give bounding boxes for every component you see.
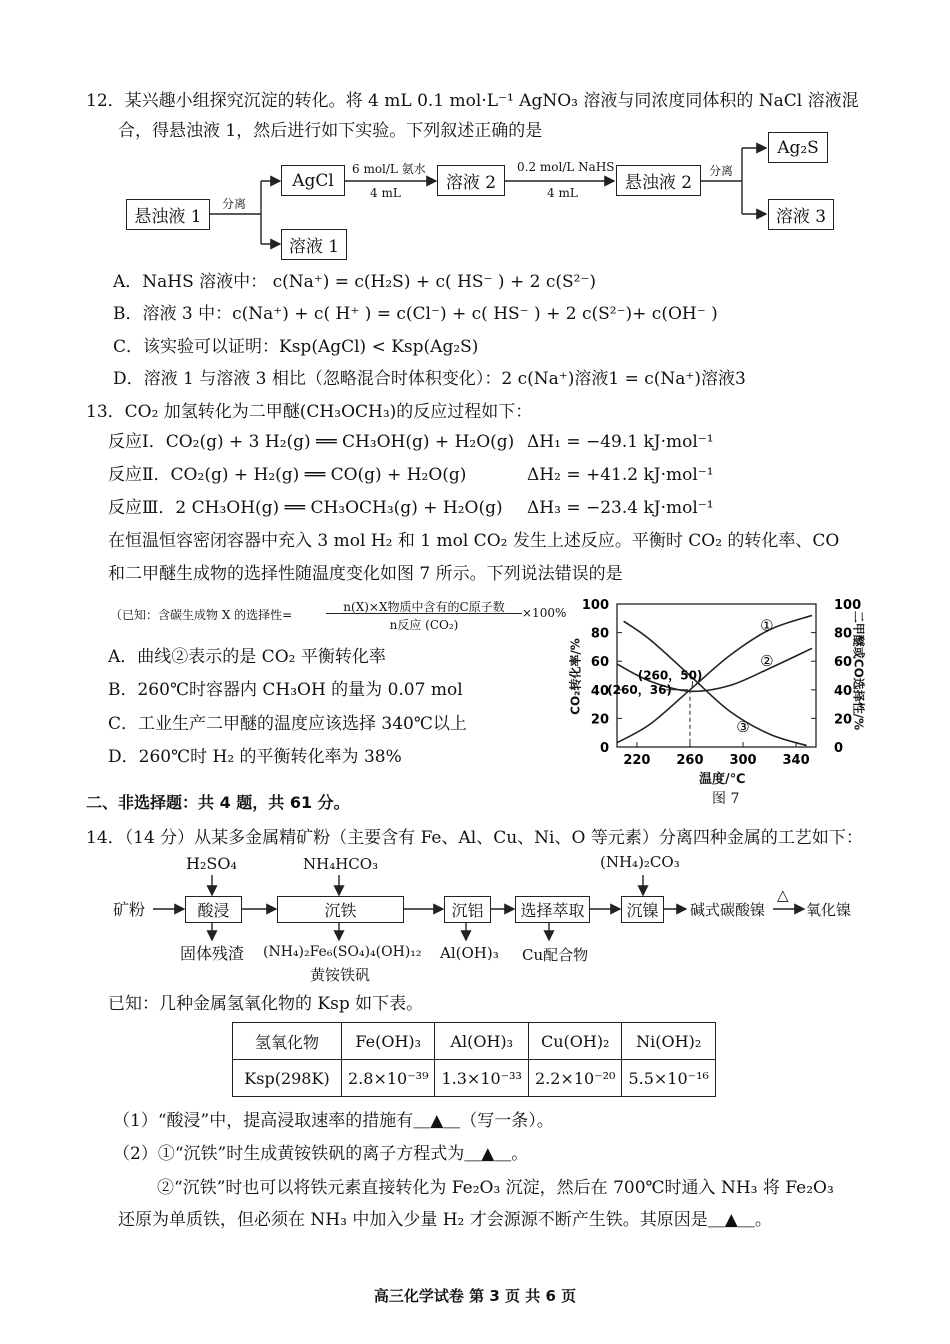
annotation-260-36: (260，36) bbox=[607, 682, 672, 697]
table-row bbox=[233, 1060, 716, 1097]
flow-jarosite-name: 黄铵铁矾 bbox=[310, 966, 371, 984]
flow-suspension1: 悬浊液 1 bbox=[126, 199, 210, 230]
q12-option-a: A．NaHS 溶液中： c(Na⁺) = c(H₂S) + c( HS⁻ ) + 2 c(S²⁻) bbox=[113, 272, 597, 292]
flow-solid-residue: 固体残渣 bbox=[180, 944, 245, 963]
q13-reaction1: 反应Ⅰ．CO₂(g) + 3 H₂(g) ══ CH₃OH(g) + H₂O(g) bbox=[108, 432, 515, 452]
q13-note-suffix: ×100% bbox=[522, 606, 567, 620]
flow-iron-precipitation: 沉铁 bbox=[277, 896, 404, 923]
flow-h2so4: H₂SO₄ bbox=[186, 854, 237, 873]
q13-reaction2-dh: ΔH₂ = +41.2 kJ·mol⁻¹ bbox=[527, 465, 714, 485]
annotation-260-50: (260，50) bbox=[637, 668, 703, 683]
q12-stem-line1: 12．某兴趣小组探究沉淀的转化。将 4 mL 0.1 mol·L⁻¹ AgNO₃ 溶液与同浓度同体积的 NaCl 溶液混 bbox=[86, 91, 859, 111]
flow-heat-symbol: △ bbox=[777, 886, 789, 904]
series-label-3: ③ bbox=[736, 717, 750, 736]
series-label-2: ② bbox=[760, 652, 774, 671]
q13-note-numerator: n(X)×X物质中含有的C原子数 bbox=[343, 600, 505, 614]
q12-option-d: D．溶液 1 与溶液 3 相比（忽略混合时体积变化）：2 c(Na⁺)溶液1 = c(Na⁺)溶液3 bbox=[113, 369, 746, 389]
flow-ore-powder: 矿粉 bbox=[113, 900, 146, 919]
x-tick-label: 220 bbox=[623, 753, 651, 768]
q14-sub2a: （2）①“沉铁”时生成黄铵铁矾的离子方程式为＿▲＿。 bbox=[113, 1144, 529, 1164]
y-tick-label-right: 20 bbox=[834, 712, 853, 728]
y-tick-label-left: 100 bbox=[581, 598, 609, 613]
flow-agcl: AgCl bbox=[281, 165, 345, 196]
table-header-cell: Al(OH)₃ bbox=[435, 1023, 528, 1060]
q12-stem-line2: 合，得悬浊液 1，然后进行如下实验。下列叙述正确的是 bbox=[118, 121, 543, 141]
x-tick-label: 300 bbox=[729, 753, 757, 768]
table-cell: 2.2×10⁻²⁰ bbox=[528, 1060, 621, 1097]
q13-desc-line2: 和二甲醚生成物的选择性随温度变化如图 7 所示。下列说法错误的是 bbox=[108, 564, 623, 584]
q12-option-c: C．该实验可以证明：Ksp(AgCl) < Ksp(Ag₂S) bbox=[113, 337, 479, 357]
flow-reagent1-top: 6 mol/L 氨水 bbox=[352, 162, 426, 176]
table-header-cell: 氢氧化物 bbox=[233, 1023, 342, 1060]
table-cell: Ksp(298K) bbox=[233, 1060, 342, 1097]
q13-option-c: C．工业生产二甲醚的温度应该选择 340℃以上 bbox=[108, 714, 467, 734]
flow-separate-label-2: 分离 bbox=[709, 164, 734, 178]
q13-reaction3-dh: ΔH₃ = −23.4 kJ·mol⁻¹ bbox=[527, 498, 714, 518]
y-tick-label-right: 40 bbox=[834, 683, 853, 699]
section2-heading: 二、非选择题：共 4 题，共 61 分。 bbox=[86, 793, 350, 812]
flow-jarosite-formula: (NH₄)₂Fe₆(SO₄)₄(OH)₁₂ bbox=[263, 944, 422, 960]
q14-stem: 14．（14 分）从某多金属精矿粉（主要含有 Fe、Al、Cu、Ni、O 等元素）分离四种金属的工艺如下： bbox=[86, 828, 863, 848]
flow-basic-nickel-carbonate: 碱式碳酸镍 bbox=[690, 901, 766, 919]
flow-suspension2: 悬浊液 2 bbox=[616, 165, 701, 196]
q14-sub1: （1）“酸浸”中，提高浸取速率的措施有＿▲＿（写一条）。 bbox=[113, 1111, 554, 1131]
chart-xlabel: 温度/℃ bbox=[699, 772, 746, 787]
page-footer: 高三化学试卷 第 3 页 共 6 页 bbox=[373, 1287, 577, 1305]
table-row bbox=[233, 1023, 716, 1060]
flow-separate-label-1: 分离 bbox=[222, 197, 247, 211]
y-tick-label-right: 100 bbox=[834, 598, 862, 613]
q14-sub2b: ②“沉铁”时也可以将铁元素直接转化为 Fe₂O₃ 沉淀，然后在 700℃时通入 NH₃ 将 Fe₂O₃ bbox=[157, 1178, 834, 1198]
chart-ylabel-right: 二甲醚或CO选择性/% bbox=[851, 610, 866, 731]
q13-stem: 13．CO₂ 加氢转化为二甲醚(CH₃OCH₃)的反应过程如下： bbox=[86, 402, 533, 422]
q12-option-b: B．溶液 3 中：c(Na⁺) + c( H⁺ ) = c(Cl⁻) + c( HS⁻ ) + 2 c(S²⁻)+ c(OH⁻ ) bbox=[113, 304, 718, 324]
q13-reaction3: 反应Ⅲ．2 CH₃OH(g) ══ CH₃OCH₃(g) + H₂O(g) bbox=[108, 498, 503, 518]
flow-nh4hco3: NH₄HCO₃ bbox=[303, 855, 379, 873]
flow-aluminum-precipitation: 沉铝 bbox=[444, 896, 491, 923]
y-tick-label-right: 60 bbox=[834, 655, 853, 671]
y-tick-label-left: 80 bbox=[590, 626, 609, 642]
x-tick-label: 260 bbox=[676, 753, 704, 768]
table-header-cell: Fe(OH)₃ bbox=[342, 1023, 435, 1060]
flow-ag2s: Ag₂S bbox=[768, 132, 828, 163]
q13-option-a: A．曲线②表示的是 CO₂ 平衡转化率 bbox=[108, 647, 386, 667]
y-tick-label-right: 80 bbox=[834, 626, 853, 642]
flow-nickel-precipitation: 沉镍 bbox=[621, 896, 664, 923]
flow-acid-leach: 酸浸 bbox=[185, 896, 242, 923]
y-tick-label-right: 0 bbox=[834, 741, 844, 756]
flow-solution1: 溶液 1 bbox=[281, 229, 347, 260]
table-header-cell: Cu(OH)₂ bbox=[528, 1023, 621, 1060]
chart-ylabel-left: CO₂转化率/% bbox=[568, 638, 583, 715]
q13-desc-line1: 在恒温恒容密闭容器中充入 3 mol H₂ 和 1 mol CO₂ 发生上述反应。平衡时 CO₂ 的转化率、CO bbox=[108, 531, 840, 551]
q13-option-b: B．260℃时容器内 CH₃OH 的量为 0.07 mol bbox=[108, 680, 463, 700]
flow-solution2: 溶液 2 bbox=[437, 165, 505, 196]
y-tick-label-left: 40 bbox=[590, 683, 609, 699]
series-label-1: ① bbox=[760, 616, 774, 635]
flow-solution3: 溶液 3 bbox=[768, 199, 834, 230]
q14-known: 已知：几种金属氢氧化物的 Ksp 如下表。 bbox=[108, 994, 424, 1014]
flow-nickel-oxide: 氧化镍 bbox=[806, 901, 852, 919]
y-tick-label-left: 60 bbox=[590, 655, 609, 671]
ksp-table bbox=[232, 1022, 716, 1097]
flow-reagent1-bottom: 4 mL bbox=[370, 186, 401, 200]
table-cell: 5.5×10⁻¹⁶ bbox=[622, 1060, 715, 1097]
q13-reaction1-dh: ΔH₁ = −49.1 kJ·mol⁻¹ bbox=[527, 432, 714, 452]
flow-reagent2-bottom: 4 mL bbox=[547, 186, 578, 200]
x-tick-label: 340 bbox=[782, 753, 810, 768]
flow-selective-extraction: 选择萃取 bbox=[515, 896, 590, 923]
flow-nh4-2co3: (NH₄)₂CO₃ bbox=[600, 853, 680, 871]
table-cell: 2.8×10⁻³⁹ bbox=[342, 1060, 435, 1097]
y-tick-label-left: 0 bbox=[599, 741, 609, 756]
table-header-cell: Ni(OH)₂ bbox=[622, 1023, 715, 1060]
q13-option-d: D．260℃时 H₂ 的平衡转化率为 38% bbox=[108, 747, 402, 767]
q13-reaction2: 反应Ⅱ．CO₂(g) + H₂(g) ══ CO(g) + H₂O(g) bbox=[108, 465, 467, 485]
chart-caption: 图 7 bbox=[712, 791, 740, 807]
flow-reagent2-top: 0.2 mol/L NaHS bbox=[517, 160, 615, 174]
table-cell: 1.3×10⁻³³ bbox=[435, 1060, 528, 1097]
y-tick-label-left: 20 bbox=[590, 712, 609, 728]
q13-note-denominator: n反应 (CO₂) bbox=[389, 618, 459, 632]
q14-sub2c: 还原为单质铁，但必须在 NH₃ 中加入少量 H₂ 才会源源不断产生铁。其原因是＿▲＿。 bbox=[118, 1210, 772, 1230]
flow-aloh3: Al(OH)₃ bbox=[440, 944, 499, 962]
q13-note-prefix: （已知：含碳生成物 X 的选择性= bbox=[110, 608, 293, 622]
flow-cu-complex: Cu配合物 bbox=[522, 946, 589, 964]
